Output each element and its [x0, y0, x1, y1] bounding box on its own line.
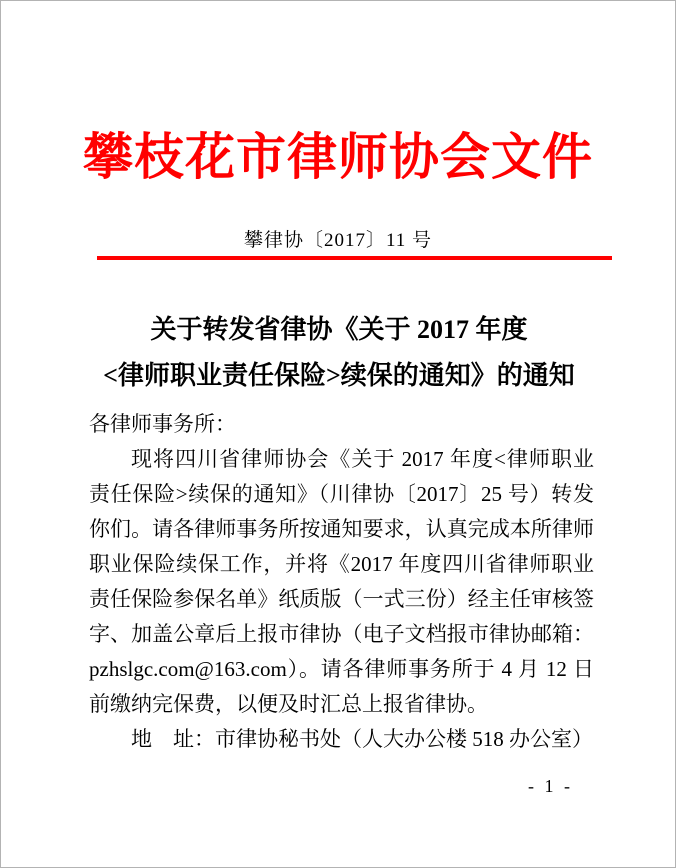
red-divider-line: [97, 256, 612, 260]
main-paragraph: 现将四川省律师协会《关于 2017 年度<律师职业责任保险>续保的通知》（川律协〔2017〕25 号）转发你们。请各律师事务所按通知要求，认真完成本所律师职业保险续保工作，并将《2017 年度四川省律师职业责任保险参保名单》纸质版（一式三份）经主任审核签字、加盖公章后上报市律协（电子文档报市律协邮箱：pzhslgc.com@163.com）。请各律师事务所于 4 月 12 日前缴纳完保费，以便及时汇总上报省律协。: [89, 447, 594, 716]
salutation: 各律师事务所：: [89, 412, 236, 436]
document-title-line2: <律师职业责任保险>续保的通知》的通知: [103, 361, 575, 390]
page-number: - 1 -: [528, 776, 573, 796]
document-body: [89, 407, 594, 757]
address-line: 地 址：市律协秘书处（人大办公楼 518 办公室）: [131, 727, 593, 751]
document-number: 攀律协〔2017〕11 号: [243, 230, 433, 251]
document-title-line1: 关于转发省律协《关于 2017 年度: [150, 315, 528, 344]
issuer-banner: 攀枝花市律师协会文件: [83, 129, 593, 185]
document-title: [41, 307, 637, 399]
